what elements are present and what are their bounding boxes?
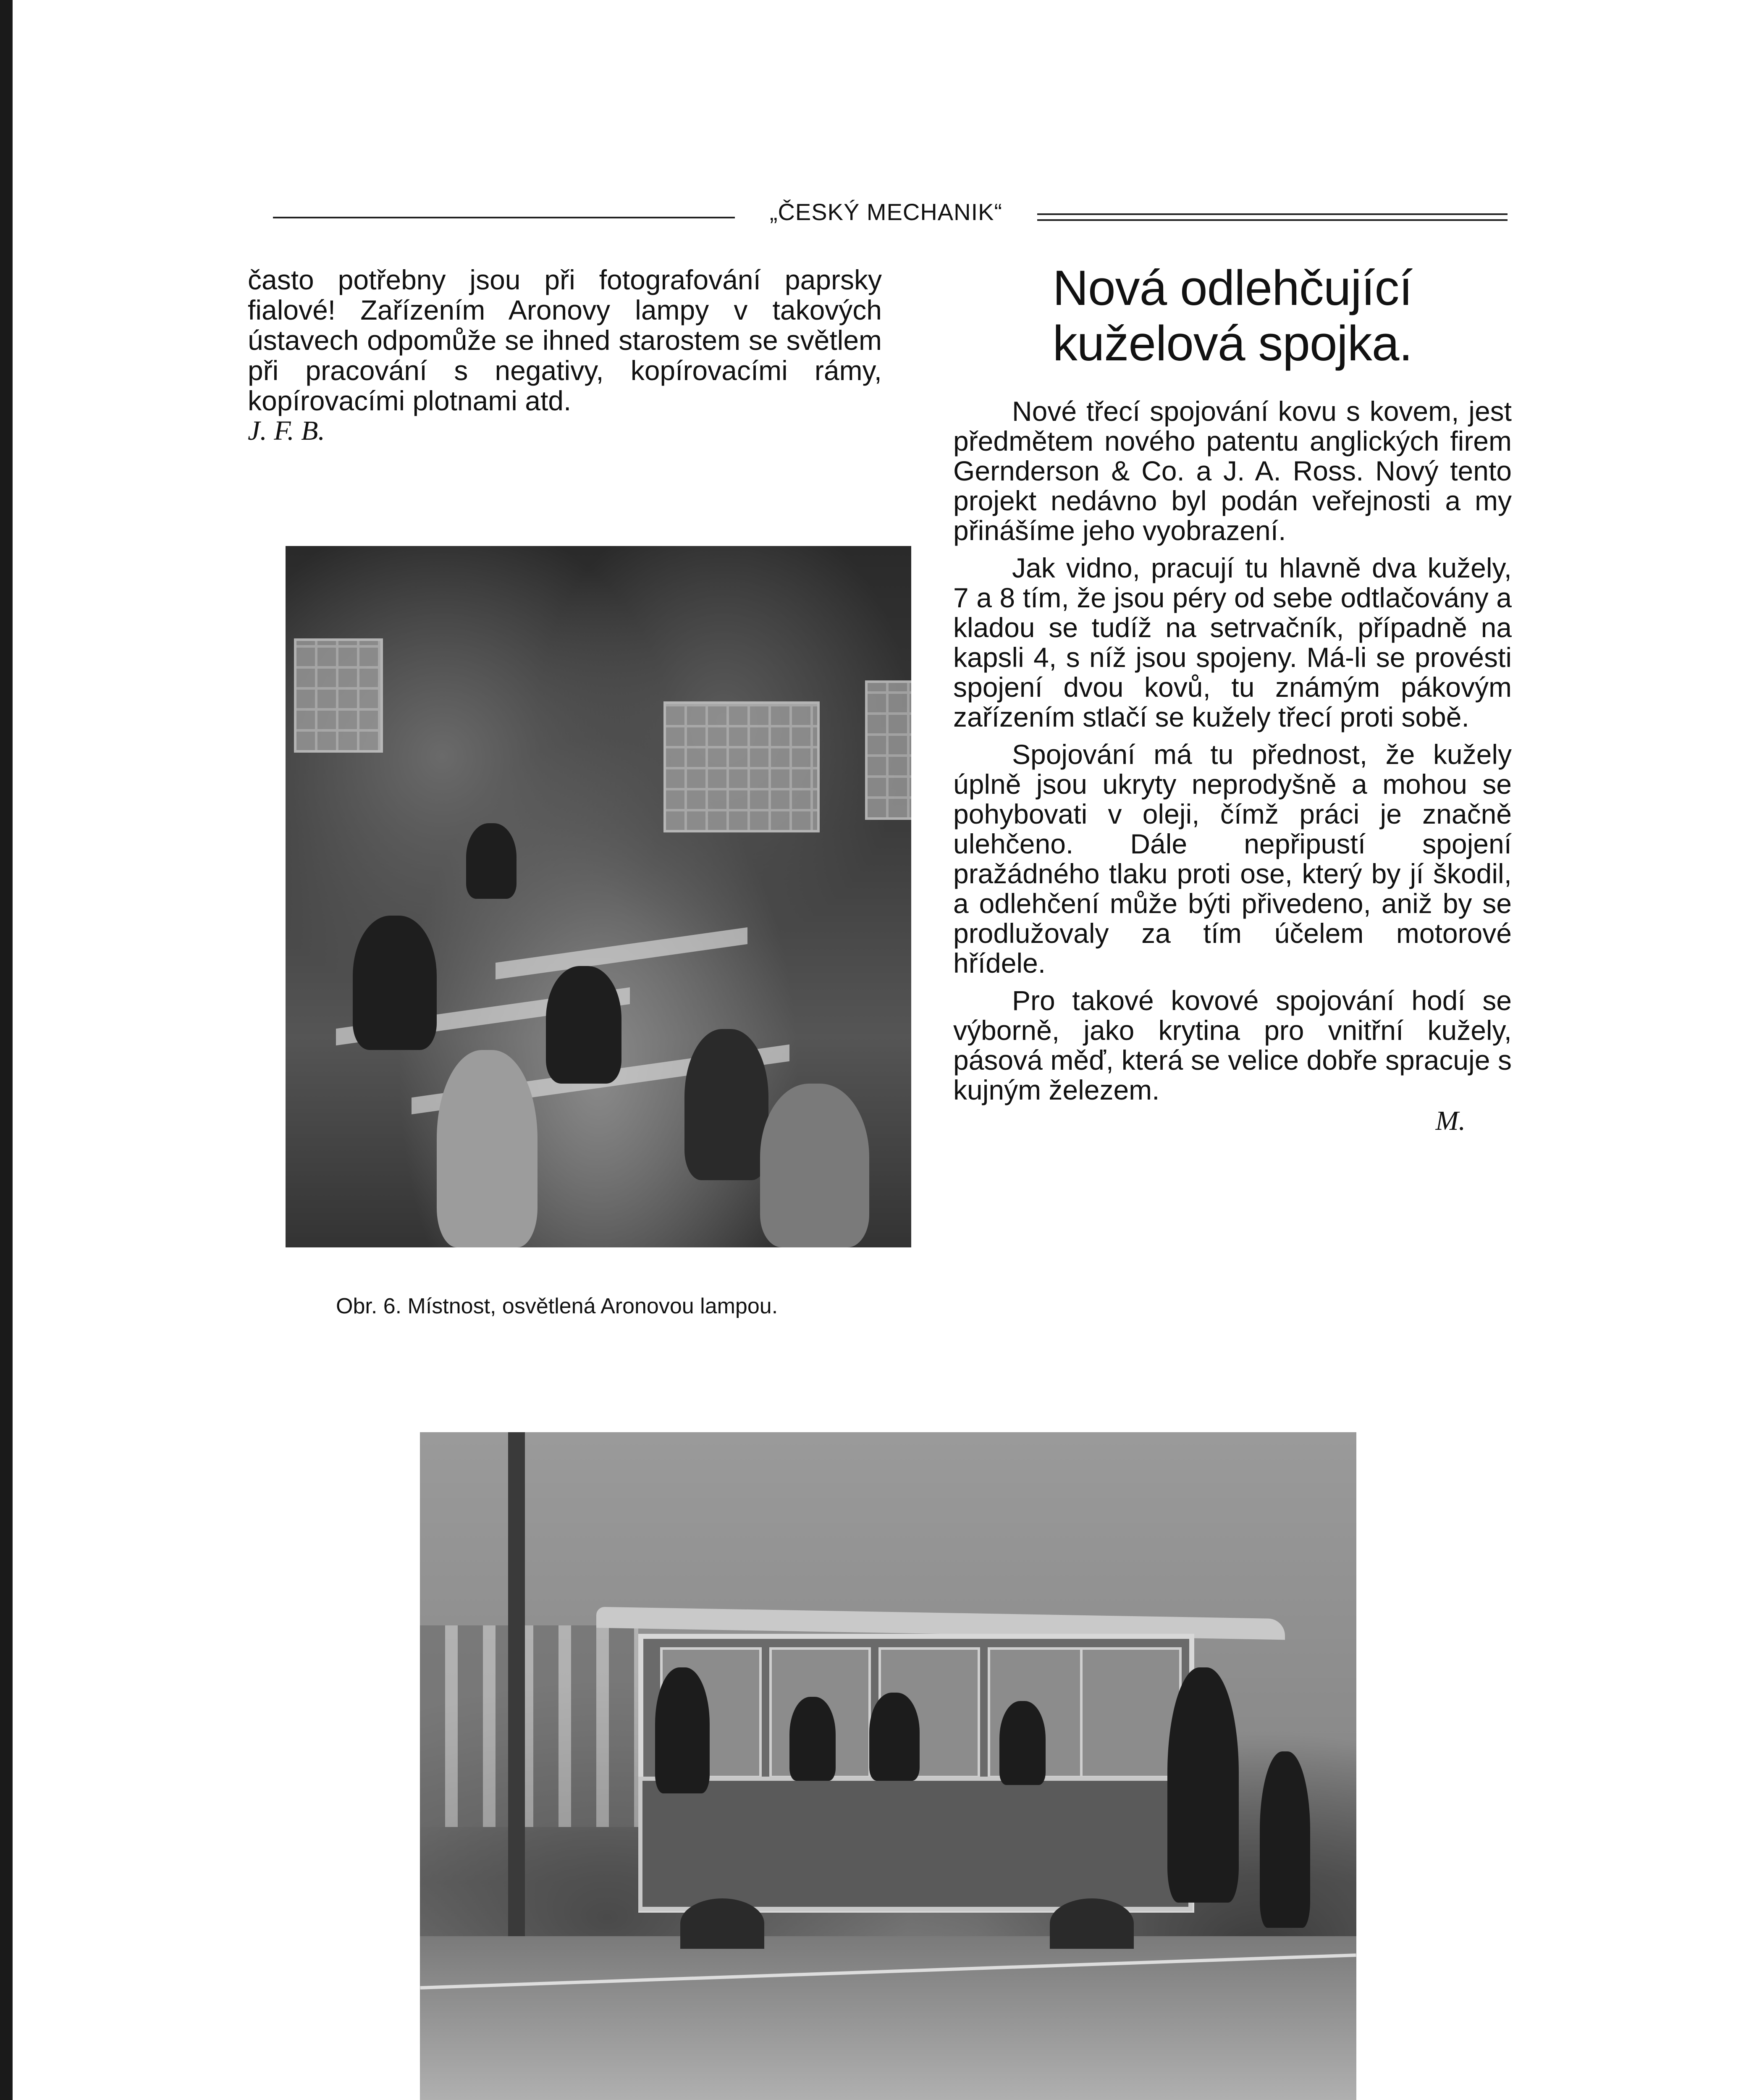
photo-person <box>999 1701 1046 1785</box>
article-paragraph: Pro takové kovové spojování hodí se výborně, jako krytina pro vnitřní kužely, pásová měď, která se velice dobře spracuje s kujným železem. <box>953 985 1512 1105</box>
article-paragraph: Spojování má tu přednost, že kužely úplně jsou ukryty neprodyšně a mohou se pohybovati v oleji, čímž práci je značně ulehčeno. Dále nepřipustí spojení pražádného tlaku proti ose, který by jí škodil, a odlehčení může býti přivedeno, aniž by se prodlužovaly za tím účelem motorové hřídele. <box>953 739 1512 979</box>
photo-person <box>684 1029 768 1180</box>
photo-person <box>789 1697 836 1781</box>
photo-desk <box>496 927 747 979</box>
photo-person <box>1260 1751 1310 1928</box>
header-rule-right <box>1037 213 1508 221</box>
article-headline: Nová odlehčující kuželová spojka. <box>1052 260 1413 371</box>
photo-tree <box>508 1432 525 1936</box>
tram-window <box>1080 1647 1182 1778</box>
photo-person <box>1167 1667 1239 1903</box>
article-paragraph: Jak vidno, pracují tu hlavně dva kužely, 7 a 8 tím, že jsou péry od sebe odtlačovány a kladou se tudíž na setrvačník, případně na kapsli 4, s níž jsou spojeny. Má-li se provésti spojení dvou kovů, tu známým pákovým zařízením stlačí se kužely třecí proti sobě. <box>953 552 1512 732</box>
figure-7-photo <box>420 1432 1356 2100</box>
left-column <box>248 265 882 446</box>
running-header <box>273 199 1508 227</box>
page-scan-edge <box>0 0 13 2100</box>
left-signature: J. F. B. <box>248 415 325 446</box>
photo-window <box>663 701 820 832</box>
article-column <box>953 260 1512 1137</box>
photo-person <box>869 1693 920 1781</box>
tram-wheel <box>680 1898 764 1949</box>
journal-title: „ČESKÝ MECHANIK“ <box>769 199 1003 225</box>
figure-6-photo <box>286 546 911 1247</box>
photo-window <box>294 638 383 753</box>
tram-lower-panel <box>638 1777 1193 1911</box>
photo-person <box>546 966 621 1084</box>
tram-wheel <box>1050 1898 1134 1949</box>
photo-person <box>760 1084 869 1247</box>
photo-person <box>655 1667 710 1793</box>
left-paragraph: často potřebny jsou při fotografování paprsky fialové! Zařízením Aronovy lampy v takových ústavech odpomůže se ihned starostem se světlem při pracování s negativy, kopírovacími rámy, kopírovacími plotnami atd. <box>248 264 882 416</box>
header-rule-left <box>273 217 735 218</box>
photo-building <box>420 1625 638 1827</box>
figure-6-caption: Obr. 6. Místnost, osvětlená Aronovou lampou. <box>336 1294 778 1318</box>
photo-person <box>466 823 517 899</box>
photo-person <box>437 1050 538 1247</box>
photo-window <box>865 680 911 820</box>
article-paragraph: Nové třecí spojování kovu s kovem, jest předmětem nového patentu anglických firem Gernderson & Co. a J. A. Ross. Nový tento projekt nedávno byl podán veřejnosti a my přinášíme jeho vyobrazení. <box>953 396 1512 546</box>
article-signature: M. <box>1435 1105 1466 1136</box>
photo-person <box>353 916 437 1050</box>
